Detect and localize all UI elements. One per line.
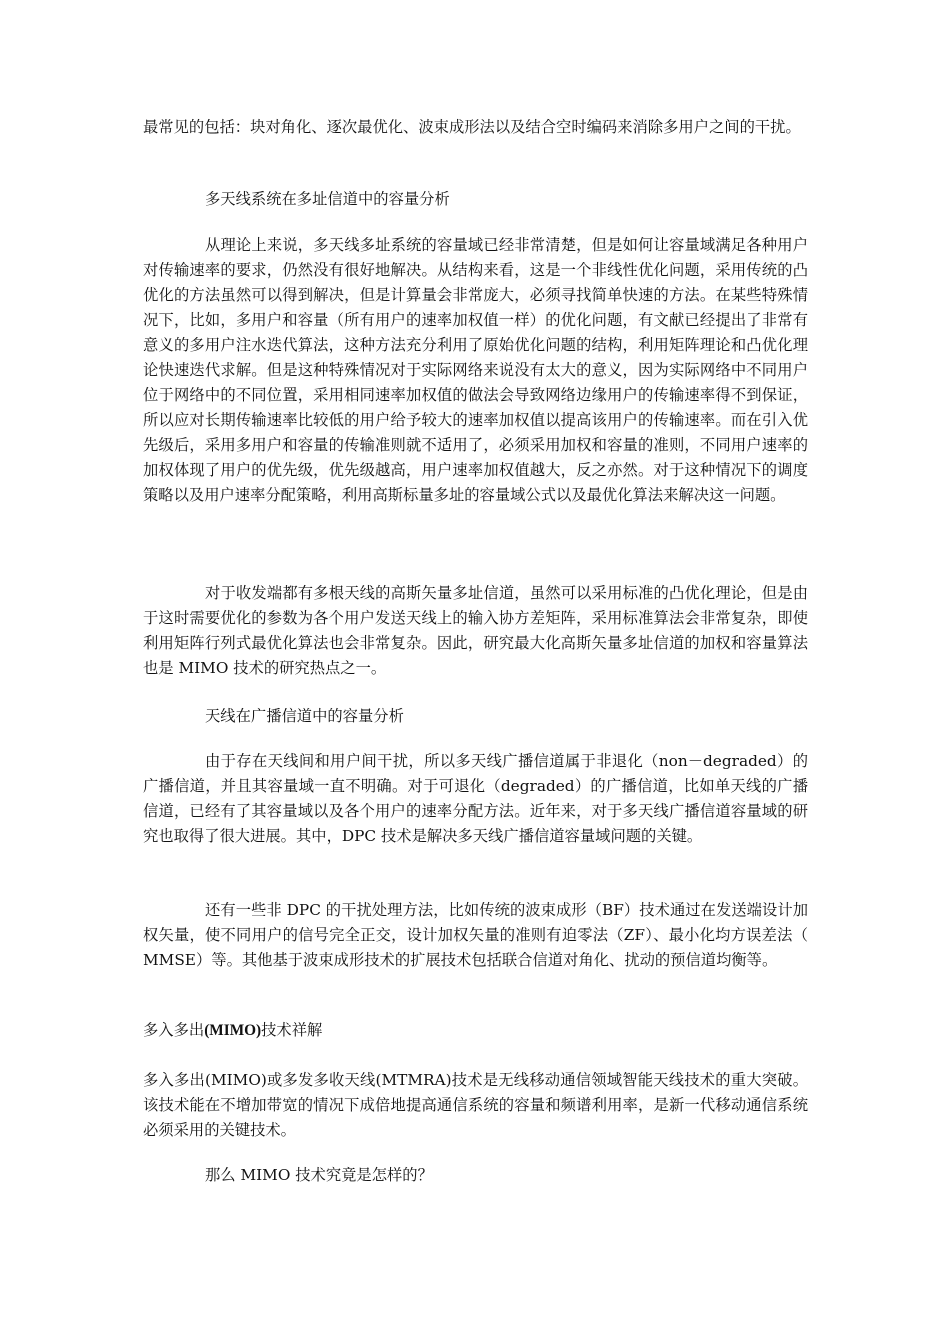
paragraph-mimo-question: 那么 MIMO 技术究竟是怎样的？ — [205, 1166, 433, 1184]
section-heading-broadcast: 天线在广播信道中的容量分析 — [205, 707, 404, 725]
paragraph-non-dpc-methods: 还有一些非 DPC 的干扰处理方法，比如传统的波束成形（BF）技术通过在发送端设计加权矢量，使不同用户的信号完全正交，设计加权矢量的准则有迫零法（ZF）、最小化均方误差法（MMSE）等。其他基于波束成形技术的扩展技术包括联合信道对角化、扰动的预信道均衡等。 — [143, 901, 808, 969]
paragraph-intro: 最常见的包括：块对角化、逐次最优化、波束成形法以及结合空时编码来消除多用户之间的干扰。 — [143, 118, 801, 136]
section-heading-multiple-access: 多天线系统在多址信道中的容量分析 — [205, 190, 450, 208]
paragraph-broadcast-analysis: 由于存在天线间和用户间干扰，所以多天线广播信道属于非退化（non－degraded）的广播信道，并且其容量域一直不明确。对于可退化（degraded）的广播信道，比如单天线的广播信道，已经有了其容量域以及各个用户的速率分配方法。近年来，对于多天线广播信道容量域的研究也取得了很大进展。其中，DPC 技术是解决多天线广播信道容量域问题的关键。 — [143, 752, 808, 845]
mimo-heading-prefix: 多入多出 — [143, 1021, 205, 1039]
paragraph-gaussian-vector-mac: 对于收发端都有多根天线的高斯矢量多址信道，虽然可以采用标准的凸优化理论，但是由于这时需要优化的参数为各个用户发送天线上的输入协方差矩阵，采用标准算法会非常复杂，即使利用矩阵行列式最优化算法也会非常复杂。因此，研究最大化高斯矢量多址信道的加权和容量算法也是 MIMO 技术的研究热点之一。 — [143, 584, 808, 677]
mimo-heading-suffix: 技术祥解 — [261, 1021, 323, 1039]
paragraph-mimo-overview: 多入多出(MIMO)或多发多收天线(MTMRA)技术是无线移动通信领域智能天线技术的重大突破。该技术能在不增加带宽的情况下成倍地提高通信系统的容量和频谱利用率，是新一代移动通信系统必须采用的关键技术。 — [143, 1071, 808, 1139]
paragraph-multiple-access-analysis: 从理论上来说，多天线多址系统的容量域已经非常清楚，但是如何让容量域满足各种用户对传输速率的要求，仍然没有很好地解决。从结构来看，这是一个非线性优化问题，采用传统的凸优化的方法虽然可以得到解决，但是计算量会非常庞大，必须寻找简单快速的方法。在某些特殊情况下，比如，多用户和容量（所有用户的速率加权值一样）的优化问题，有文献已经提出了非常有意义的多用户注水迭代算法，这种方法充分利用了原始优化问题的结构，利用矩阵理论和凸优化理论快速迭代求解。但是这种特殊情况对于实际网络来说没有太大的意义，因为实际网络中不同用户位于网络中的不同位置，采用相同速率加权值的做法会导致网络边缘用户的传输速率得不到保证，所以应对长期传输速率比较低的用户给予较大的速率加权值以提高该用户的传输速率。而在引入优先级后，采用多用户和容量的传输准则就不适用了，必须采用加权和容量的准则，不同用户速率的加权体现了用户的优先级，优先级越高，用户速率加权值越大，反之亦然。对于这种情况下的调度策略以及用户速率分配策略，利用高斯标量多址的容量域公式以及最优化算法来解决这一问题。 — [143, 236, 808, 504]
mimo-heading-acronym: (MIMO) — [204, 1022, 262, 1039]
section-heading-mimo — [143, 1018, 808, 1043]
